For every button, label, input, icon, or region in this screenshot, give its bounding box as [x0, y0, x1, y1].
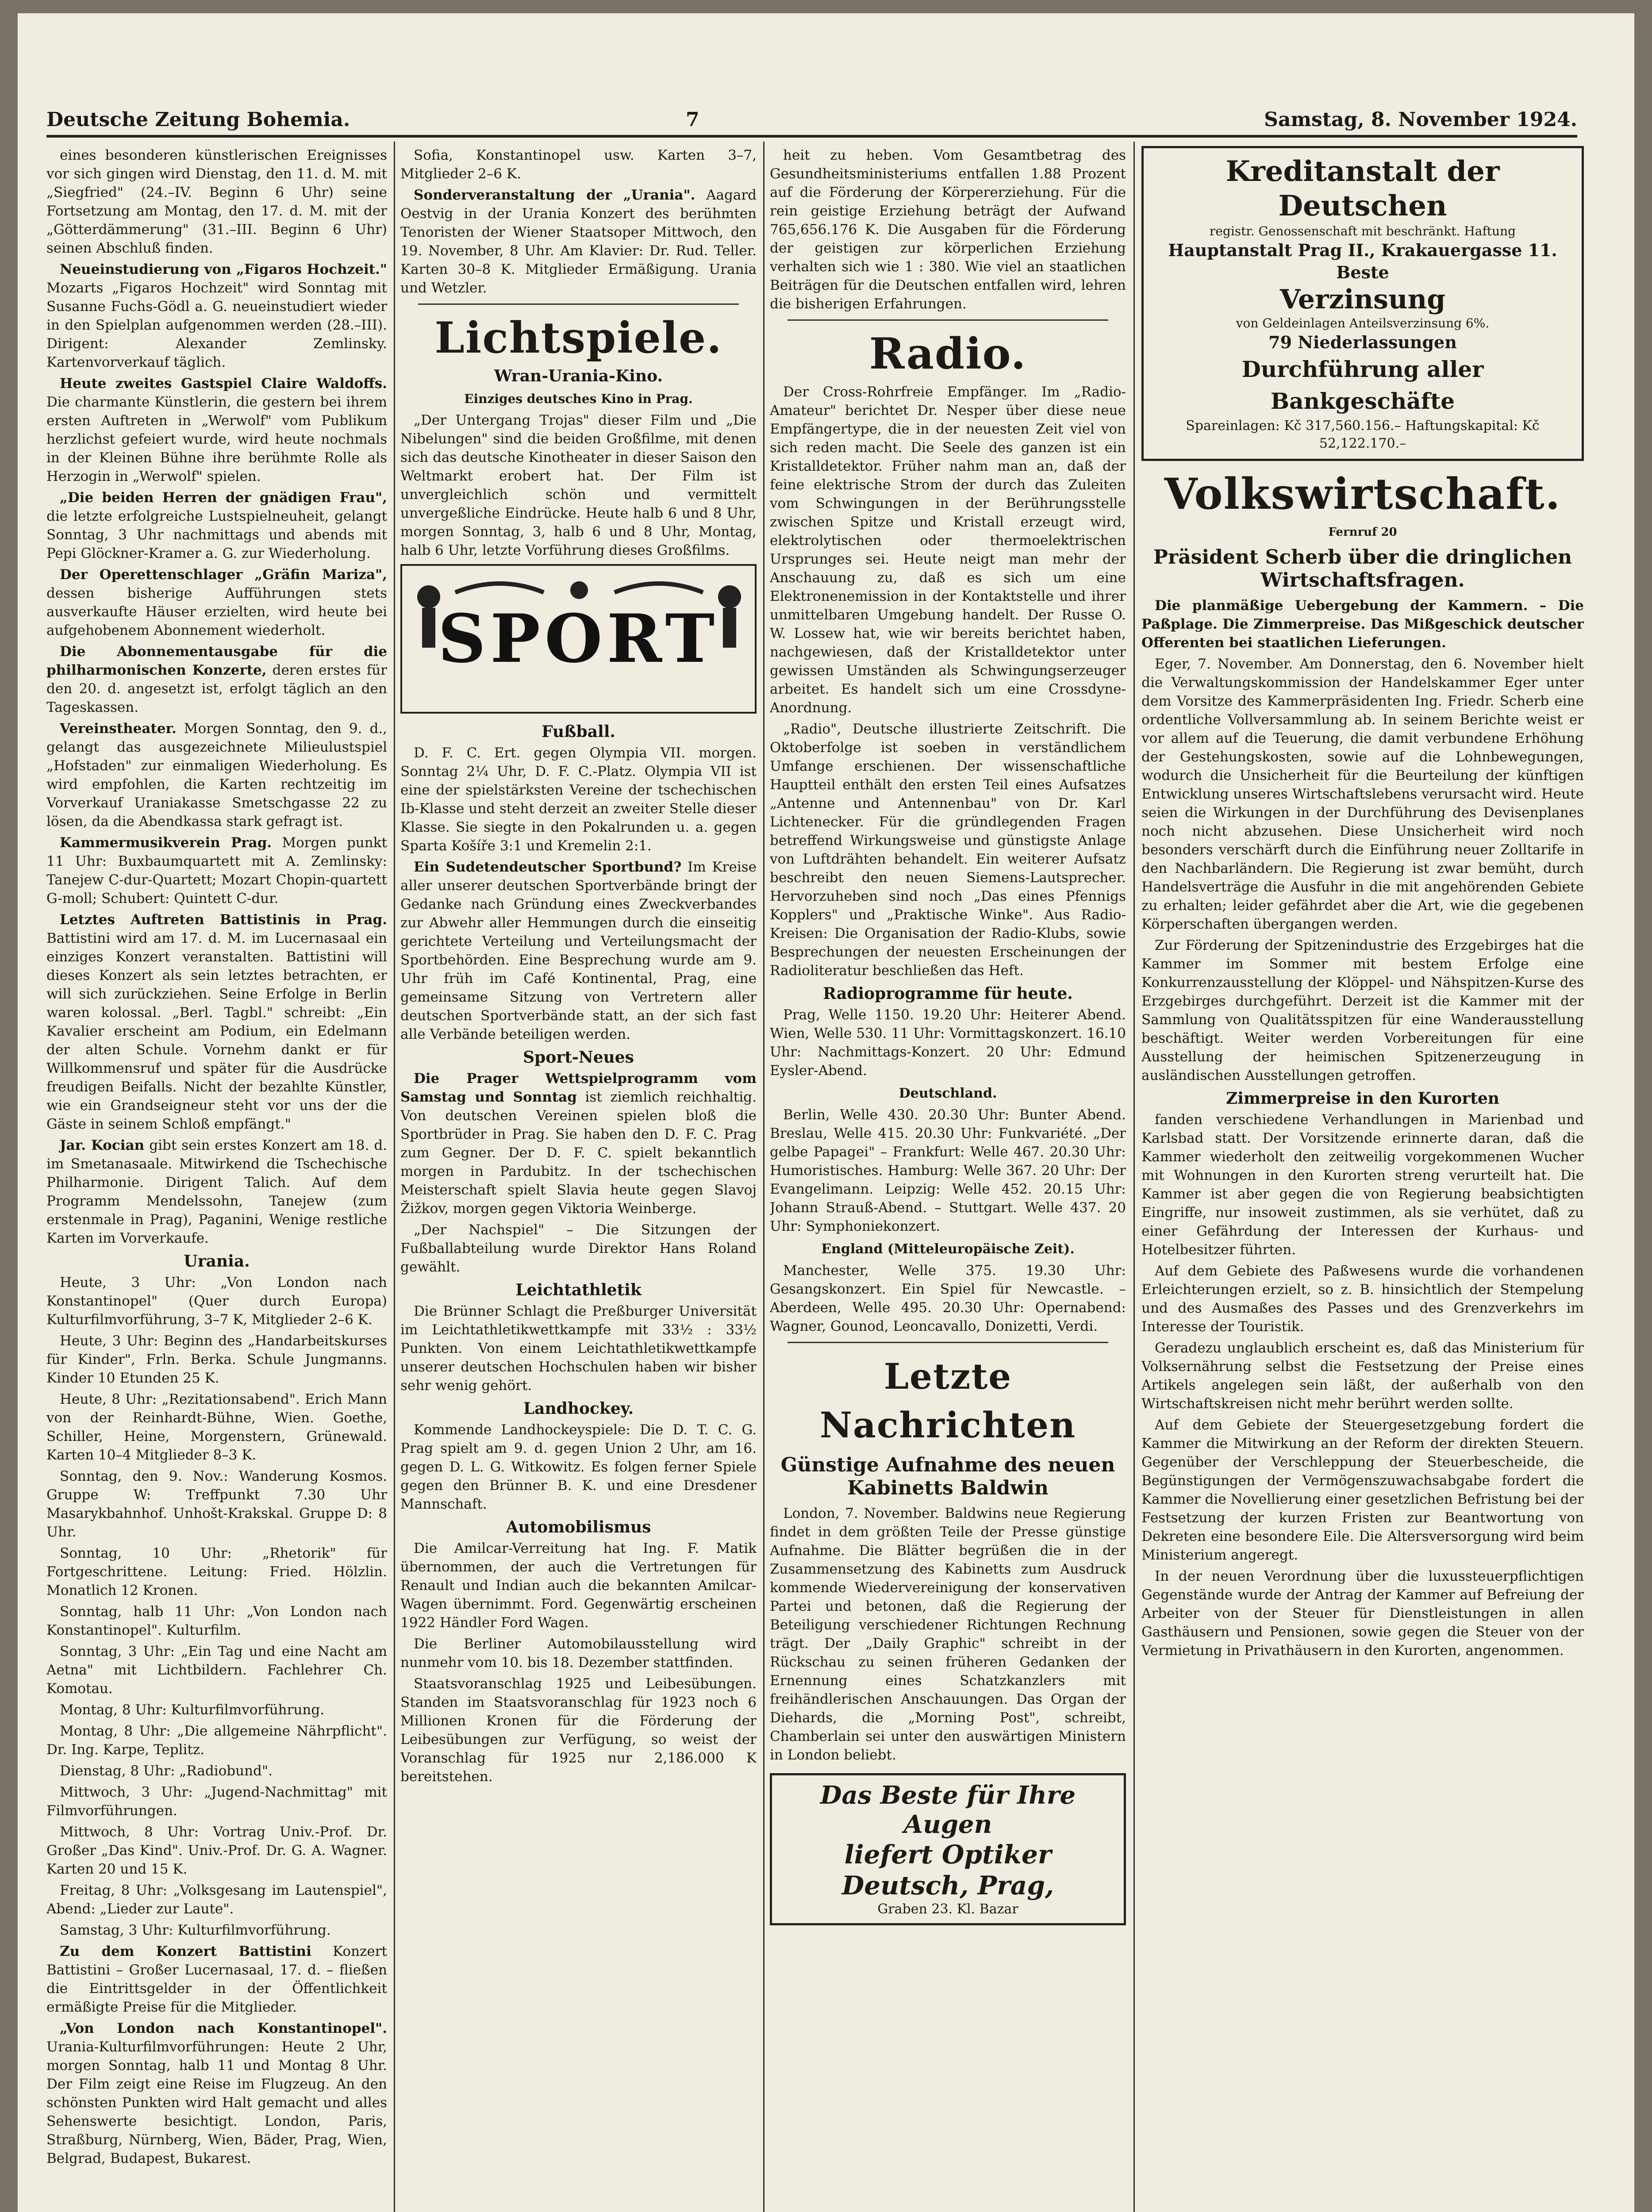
article-text: D. F. C. Ert. gegen Olympia VII. morgen. Sonntag 2¼ Uhr, D. F. C.-Platz. Olympia VII ist eine der spielstärksten Vereine der tschechischen Ib-Klasse und steht derzeit an zweiter Stelle dieser Klasse. Sie siegte in den Pokalrunden u. a. gegen Sparta Košíře 3:1 und Kremelin 2:1. [400, 745, 757, 854]
article-text: Die Brünner Schlagt die Preßburger Universität im Leichtathletikwettkampfe mit 33½ : 33½ Punkten. Von einem Leichtathletikwettkampfe unserer deutschen Hochschulen haben wir bisher sehr wenig gehört. [400, 1303, 757, 1394]
bank-services: Durchführung aller Bankgeschäfte [1241, 356, 1484, 414]
article-subheading: Die planmäßige Uebergebung der Kammern. – Die Paßplage. Die Zimmerpreise. Das Mißgeschick deutscher Offerenten bei staatlichen Lieferungen. [1141, 598, 1584, 651]
article-text [46, 2019, 387, 2168]
section-heading-radioprogramme: Radioprogramme für heute. [823, 984, 1073, 1003]
section-heading-zimmerpreise: Zimmerpreise in den Kurorten [1226, 1089, 1499, 1108]
page-header [46, 104, 1577, 138]
article-text: Dienstag, 8 Uhr: „Radiobund". [60, 1763, 273, 1779]
section-heading-sport-neues: Sport-Neues [523, 1048, 634, 1067]
article-body: Battistini wird am 17. d. M. im Lucernasaal ein einziges Konzert veranstalten. Battistini will dieses Konzert als sein letztes betrachten, er will sich zurückziehen. Seine Erfolge in Berlin waren kolossal. „Berl. Tagbl." schreibt: „Ein Kavalier erscheint am Podium, ein Edelmann der alten Schule. Vornehm dankt er für Willkommensruf und später für die Ausdrücke freudigen Beifalls. Nicht der bezahlte Künstler, wie ein Grandseigneur steht vor uns der die Gäste in seinem Schloß empfängt." [46, 930, 387, 1132]
article-text: Freitag, 8 Uhr: „Volksgesang im Lautenspiel", Abend: „Lieder zur Laute". [46, 1882, 387, 1917]
article-text [46, 719, 387, 831]
article-text [400, 1069, 757, 1218]
article-text [46, 260, 387, 372]
bank-best: Beste [1336, 262, 1389, 282]
article-text: Staatsvoranschlag 1925 und Leibesübungen. Standen im Staatsvoranschlag für 1923 noch 6 Millionen Kronen für die Förderung der Leibesübungen zur Verfügung, so weist der Voranschlag für 1925 nur 2,186.000 K bereitstehen. [400, 1676, 757, 1785]
article-text [46, 833, 387, 908]
section-heading-landhockey: Landhockey. [523, 1399, 634, 1418]
divider [788, 1342, 1108, 1343]
article-text: Berlin, Welle 430. 20.30 Uhr: Bunter Abend. Breslau, Welle 415. 20.30 Uhr: Funkvariété. „Der gelbe Papagei" – Frankfurt: Welle 467. 20.30 Uhr: Humoristisches. Hamburg: Welle 367. 20 Uhr: Der Evangelimann. Leipzig: Welle 452. 20.15 Uhr: Johann Strauß-Abend. – Stuttgart. Welle 437. 20 Uhr: Symphoniekonzert. [770, 1107, 1126, 1234]
article-text: Auf dem Gebiete des Paßwesens wurde die vorhandenen Erleichterungen erzielt, so z. B. hinsichtlich der Stempelung und des Ausmaßes des Passes und des Grenzverkehrs im Interesse der Touristik. [1141, 1263, 1584, 1335]
article-text: Die Berliner Automobilausstellung wird nunmehr vom 10. bis 18. Dezember stattfinden. [400, 1636, 757, 1671]
column-theater [46, 146, 387, 2212]
section-title-lichtspiele: Lichtspiele. [434, 313, 722, 363]
article-body: Konzert Battistini – Großer Lucernasaal, 17. d. – fließen die Eintrittsgelder in der Öffentlichkeit ermäßigte Preise für die Mitglieder. [46, 1943, 387, 2015]
article-text: Mittwoch, 8 Uhr: Vortrag Univ.-Prof. Dr. Großer „Das Kind". Univ.-Prof. Dr. G. A. Wagner. Karten 20 und 15 K. [46, 1824, 387, 1877]
header-page-number: 7 [686, 108, 699, 131]
section-title-volkswirtschaft: Volkswirtschaft. [1164, 469, 1561, 519]
article-text: „Der Nachspiel" – Die Sitzungen der Fußballabteilung wurde Direktor Hans Roland gewählt. [400, 1222, 757, 1275]
cinema-name: Wran-Urania-Kino. [494, 367, 663, 385]
bank-interest: Verzinsung [1279, 284, 1446, 315]
divider [418, 303, 739, 305]
article-body: Mozarts „Figaros Hochzeit" wird Sonntag mit Susanne Fuchs-Gödl a. G. neueinstudiert wieder in den Spielplan aufgenommen werden (28.–III). Dirigent: Alexander Zemlinsky. Kartenvorverkauf täglich. [46, 280, 387, 370]
section-heading-automobilismus: Automobilismus [506, 1518, 651, 1536]
optiker-advertisement [770, 1773, 1126, 1925]
article-text: „Radio", Deutsche illustrierte Zeitschrift. Die Oktoberfolge ist soeben in verständlichem Umfange erschienen. Der wissenschaftliche Hauptteil enthält den ersten Teil eines Aufsatzes „Antenne und Antennenbau" von Dr. Karl Lichtenecker. Für die gründlegenden Fragen betreffend Wirkungsweise und günstigste Anlage von Luftdrähten behandelt. Ein weiterer Aufsatz beschreibt den neuen Siemens-Lautsprecher. Hervorzuheben sind noch „Das eines Pfennigs Kopplers" und „Praktische Winke". Aus Radio-Kreisen: Die Organisation der Radio-Klubs, sowie Besprechungen der neuesten Erscheinungen der Radioliteratur beschließen das Heft. [770, 721, 1126, 979]
article-heading: Vereinstheater. [60, 721, 177, 737]
article-text: Samstag, 3 Uhr: Kulturfilmvorführung. [60, 1922, 331, 1938]
section-title-radio: Radio. [869, 329, 1027, 379]
article-heading: Zu dem Konzert Battistini [60, 1943, 311, 1959]
ad-company: liefert Optiker Deutsch, Prag, [841, 1839, 1054, 1901]
article-text [46, 642, 387, 717]
header-paper-name: Deutsche Zeitung Bohemia. [46, 108, 350, 131]
section-heading-urania: Urania. [184, 1252, 250, 1271]
article-heading: „Die beiden Herren der gnädigen Frau", [60, 490, 387, 506]
ad-address: Graben 23. Kl. Bazar [877, 1901, 1018, 1917]
article-heading: Kammermusikverein Prag. [60, 835, 272, 851]
bank-legal-form: registr. Genossenschaft mit beschränkt. Haftung [1209, 224, 1516, 238]
article-text: Manchester, Welle 375. 19.30 Uhr: Gesangskonzert. Ein Spiel für Newcastle. – Aberdeen, Welle 495. 20.30 Uhr: Opernabend: Wagner, Gounod, Leoncavallo, Donizetti, Verdi. [770, 1263, 1126, 1334]
news-headline: Günstige Aufnahme des neuen Kabinetts Baldwin [780, 1454, 1115, 1499]
article-heading: Neueinstudierung von „Figaros Hochzeit." [60, 261, 387, 277]
article-text: Heute, 3 Uhr: Beginn des „Handarbeitskurses für Kinder", Frln. Berka. Schule Jungmanns. Kinder 10 Etunden 25 K. [46, 1333, 387, 1386]
region-heading: Deutschland. [899, 1086, 997, 1101]
article-text: Montag, 8 Uhr: Kulturfilmvorführung. [60, 1702, 325, 1718]
article-heading: Ein Sudetendeutscher Sportbund? [414, 859, 682, 875]
economy-headline: Präsident Scherb über die dringlichen Wirtschaftsfragen. [1153, 546, 1572, 591]
phone-note: Fernruf 20 [1328, 526, 1397, 539]
sport-banner [400, 564, 757, 714]
article-text: Zur Förderung der Spitzenindustrie des Erzgebirges hat die Kammer im Sommer mit bestem Erfolge eine Konkurrenzausstellung der Klöppel- und Nähspitzen-Kurse des Erzgebirges durchgeführt. Derzeit ist die Kammer mit der Sammlung von Qualitätsspitzen für eine Wanderausstellung beschäftigt. Weiter werden Vorbereitungen für eine Ausstellung der heimischen Spitzenerzeugung in ausländischen Ausstellungen getroffen. [1141, 937, 1584, 1083]
article-text: Montag, 8 Uhr: „Die allgemeine Nährpflicht". Dr. Ing. Karpe, Teplitz. [46, 1723, 387, 1758]
article-text [46, 565, 387, 640]
article-heading: Sonderveranstaltung der „Urania". [414, 187, 695, 203]
article-body: Die charmante Künstlerin, die gestern bei ihrem ersten Auftreten in „Werwolf" vom Publikum herzlichst gefeiert wurde, wird heute nochmals in der Kleinen Bühne ihre berühmte Rolle als Herzogin in „Werwolf" spielen. [46, 394, 387, 484]
section-heading-leichtathletik: Leichtathletik [515, 1281, 642, 1299]
newspaper-page [18, 13, 1634, 2212]
article-heading: Letztes Auftreten Battistinis in Prag. [60, 912, 387, 928]
article-text: heit zu heben. Vom Gesamtbetrag des Gesundheitsministeriums entfallen 1.88 Prozent auf die Förderung der Körpererziehung. Für die rein geistige Erziehung beträgt der Aufwand 765,656.176 K. Die Ausgaben für die Förderung der geistigen zur körperlichen Erziehung verhalten sich wie 1 : 380. Wie viel an staatlichen Beiträgen für die Deutschen entfallen wird, lehren die bisherigen Erfahrungen. [770, 147, 1126, 312]
article-text: „Der Untergang Trojas" dieser Film und „Die Nibelungen" sind die beiden Großfilme, mit denen sich das deutsche Kinotheater in dieser Saison den Weltmarkt erobert hat. Der Film ist unvergleichlich schön und vermittelt unvergeßliche Eindrücke. Heute halb 6 und 8 Uhr, morgen Sonntag, 3, halb 6 und 8 Uhr, Montag, halb 6 Uhr, letzte Vorführung dieses Großfilms. [400, 412, 757, 558]
column-film-sport [400, 146, 757, 2212]
header-date: Samstag, 8. November 1924. [1264, 108, 1577, 131]
column-economy [1141, 146, 1584, 2212]
article-heading: Die Abonnementausgabe für die philharmonischen Konzerte, [46, 644, 387, 678]
article-text: Sonntag, 10 Uhr: „Rhetorik" für Fortgeschrittene. Leitung: Fried. Hölzlin. Monatlich 12 Kronen. [46, 1545, 387, 1598]
article-text: London, 7. November. Baldwins neue Regierung findet in dem größten Teile der Presse günstige Aufnahme. Die Blätter begrüßen die in der Zusammensetzung des Kabinetts zum Ausdruck kommende Wiedervereinigung der konservativen Partei und betonen, daß die Regierung der Beteiligung verschiedener Richtungen Rechnung trägt. Der „Daily Graphic" schreibt in der Rückschau zu seinen früheren Gedanken der Ernennung eines Schatzkanzlers mit freihändlerischen Anschauungen. Das Organ der Diehards, die „Morning Post", schreibt, Chamberlain sei unter den auswärtigen Ministern in London beliebt. [770, 1505, 1126, 1763]
bank-address: Hauptanstalt Prag II., Krakauergasse 11. [1168, 240, 1557, 260]
article-text [400, 186, 757, 297]
article-heading: Heute zweites Gastspiel Claire Waldoffs. [60, 376, 387, 392]
article-heading: Der Operettenschlager „Gräfin Mariza", [60, 567, 387, 583]
article-body: Im Kreise aller unserer deutschen Sportverbände bringt der Gedanke nach Gründung eines Zweckverbandes zur Abwehr aller Hemmungen durch die einseitig gerichtete Verteilung und Verteilungsmacht der Sportbehörden. Eine Besprechung wurde am 9. Uhr früh im Café Kontinental, Prag, eine gemeinsame Sitzung von Vertretern aller deutschen Sportverbände statt, an der sich fast alle Verbände beteiligen werden. [400, 859, 757, 1042]
article-text: Sofia, Konstantinopel usw. Karten 3–7, Mitglieder 2–6 K. [400, 147, 757, 182]
article-text: Eger, 7. November. Am Donnerstag, den 6. November hielt die Verwaltungskommission der Handelskammer Eger unter dem Vorsitze des Kammerpräsidenten Ing. Friedr. Scherb eine ordentliche Vollversammlung ab. In seinem Berichte weist er vor allem auf die Teuerung, die damit verbundene Erhöhung der Gestehungskosten, sowie auf die Lohnbewegungen, wodurch die Unsicherheit für die Beurteilung der künftigen Entwicklung unseres Wirtschaftslebens verursacht wird. Heute seien die Wirkungen in der Durchführung des Devisenplanes noch nicht abzusehen. Diese Unsicherheit wird noch besonders verschärft durch die Einführung neuer Zolltarife in den Nachbarländern. Die Regierung ist zwar bemüht, durch Handelsverträge die Ausfuhr in die mit angehörenden Gebiete zu erhalten; leider gefährdet aber die Art, wie die gegebenen Körperschaften übergangen werden. [1141, 656, 1584, 932]
bank-name: Kreditanstalt der Deutschen [1226, 155, 1500, 223]
column-rule [1133, 142, 1135, 2212]
article-text: Heute, 8 Uhr: „Rezitationsabend". Erich Mann von der Reinhardt-Bühne, Wien. Goethe, Schiller, Heine, Morgenstern, Grünewald. Karten 10–4 Mitglieder 8–3 K. [46, 1391, 387, 1463]
article-text: Die Amilcar-Verreitung hat Ing. F. Matik übernommen, der auch die Vertretungen für Renault und Indian auch die bekannten Amilcar-Wagen übernimmt. Ford. Gegenwärtig erscheinen 1922 Händler Ford Wagen. [400, 1540, 757, 1631]
article-text: eines besonderen künstlerischen Ereignisses vor sich gingen wird Dienstag, den 11. d. M. mit „Siegfried" (24.–IV. Beginn 6 Uhr) seine Fortsetzung am Montag, den 17. d. M. mit der „Götterdämmerung" (31.–III. Beginn 6 Uhr) seinen Abschluß finden. [46, 147, 387, 256]
article-text [400, 858, 757, 1044]
column-rule [763, 142, 765, 2212]
divider [788, 319, 1108, 321]
bank-deposits: von Geldeinlagen Anteilsverzinsung 6%. [1236, 316, 1490, 330]
section-heading-fussball: Fußball. [542, 722, 615, 741]
article-heading: Die Prager Wettspielprogramm vom Samstag und Sonntag [400, 1071, 757, 1105]
bank-advertisement [1141, 146, 1584, 461]
article-text [46, 374, 387, 486]
article-text: Sonntag, 3 Uhr: „Ein Tag und eine Nacht am Aetna" mit Lichtbildern. Fachlehrer Ch. Komotau. [46, 1644, 387, 1697]
column-rule [394, 142, 395, 2212]
article-text [46, 910, 387, 1133]
article-body: Aagard Oestvig in der Urania Konzert des berühmten Tenoristen der Wiener Staatsoper Mittwoch, den 19. November, 8 Uhr. Am Klavier: Dr. Rud. Teller. Karten 30–8 K. Mitglieder Ermäßigung. Urania und Wetzler. [400, 187, 757, 296]
column-radio-news [770, 146, 1126, 2212]
article-text: In der neuen Verordnung über die luxussteuerpflichtigen Gegenstände wurde der Antrag der Kammer auf Befreiung der Arbeiter von der Steuer für Dienstleistungen in allen Gasthäusern und Pensionen, sowie gegen die Steuer von der Vermietung in Privathäusern in den Kurorten, angenommen. [1141, 1568, 1584, 1659]
section-title-letzte-nachrichten: Letzte Nachrichten [819, 1356, 1076, 1446]
article-body: deren erstes für den 20. d. angesetzt ist, erfolgt täglich an den Tageskassen. [46, 662, 387, 715]
article-heading: „Von London nach Konstantinopel". [60, 2020, 387, 2036]
article-text: Geradezu unglaublich erscheint es, daß das Ministerium für Volksernährung selbst die Festsetzung der Preise eines Artikels angelegen sein läßt, der außerhalb von den Wirtschaftskreisen nicht mehr berührt werden sollte. [1141, 1340, 1584, 1412]
article-text: Der Cross-Rohrfreie Empfänger. Im „Radio-Amateur" berichtet Dr. Nesper über diese neue Empfängertype, die in der neuesten Zeit viel von sich reden macht. Die Seele des ganzen ist ein Kristalldetektor. Früher nahm man an, daß der feine elektrische Strom der durch das Zuleiten vom Schwingungen in der Berührungsstelle zwischen Spitze und Kristall erzeugt wird, elektrolytischen oder thermoelektrischen Ursprunges sei. Heute neigt man mehr der Anschauung zu, daß es sich um eine Elektronenemission in der Kontaktstelle und ihrer unmittelbaren Umgebung handelt. Der Russe O. W. Lossew hat, wie wir bereits berichtet haben, nachgewiesen, daß der Kristalldetektor unter gewissen Umständen als Schwingungserzeuger arbeitet. Es handelt sich um eine Crossdyne-Anordnung. [770, 384, 1126, 716]
article-heading: Jar. Kocian [60, 1137, 145, 1153]
cinema-subtitle: Einziges deutsches Kino in Prag. [464, 392, 693, 406]
sport-title: SPORT [438, 600, 719, 678]
article-text: fanden verschiedene Verhandlungen in Marienbad und Karlsbad statt. Der Vorsitzende erinnerte daran, daß die Kammer wiederholt den zeitweilig vorgekommenen Wucher mit Wohnungen in den Kurorten streng verurteilt hat. Die Kammer ist aber gegen die von Regierung beabsichtigten Eingriffe, nur insoweit zustimmen, als sie verhütet, daß zu einer Gefährdung der Interessen der Kurhaus- und Hotelbesitzer führten. [1141, 1112, 1584, 1258]
article-body: Morgen Sonntag, den 9. d., gelangt das ausgezeichnete Milieulustspiel „Hofstaden" zur einmaligen Wiederholung. Es wird empfohlen, die Karten rechtzeitig im Vorverkauf Uraniakasse Smetschgasse 22 zu lösen, da die Abendkassa stark gefragt ist. [46, 721, 387, 830]
article-body: die letzte erfolgreiche Lustspielneuheit, gelangt Sonntag, 3 Uhr nachmittags und abends mit Pepi Glöckner-Kramer a. G. zur Wiederholung. [46, 508, 387, 561]
article-text: Heute, 3 Uhr: „Von London nach Konstantinopel" (Quer durch Europa) Kulturfilmvorführung, 3–7 K, Mitglieder 2–6 K. [46, 1275, 387, 1328]
article-text: Auf dem Gebiete der Steuergesetzgebung fordert die Kammer die Mitwirkung an der Reform der direkten Steuern. Gegenüber der Verschleppung der Steuerbescheide, die Begünstigungen der Vermögenszuwachsabgabe fordert die Kammer die Novellierung einer gesetzlichen Befristung bei der Festsetzung der kurzen Fristen zur Beantwortung von Dekreten eine besondere Eile. Die Altersversorgung wird beim Ministerium angeregt. [1141, 1417, 1584, 1563]
article-body: gibt sein erstes Konzert am 18. d. im Smetanasaale. Mitwirkend die Tschechische Philharmonie. Dirigent Talich. Auf dem Programm Mendelssohn, Tanejew (zum erstenmale in Prag), Paganini, Wenige restliche Karten im Vorverkaufe. [46, 1137, 387, 1246]
bank-capital: Spareinlagen: Kč 317,560.156.– Haftungskapital: Kč 52,122.170.– [1186, 418, 1540, 451]
ad-slogan: Das Beste für Ihre Augen [820, 1781, 1076, 1839]
bank-branches: 79 Niederlassungen [1268, 332, 1457, 352]
article-text [46, 1136, 387, 1248]
article-text: Kommende Landhockeyspiele: Die D. T. C. G. Prag spielt am 9. d. gegen Union 2 Uhr, am 16. gegen D. L. G. Witkowitz. Es folgen ferner Spiele gegen den Brünner B. K. und eine Dresdener Mannschaft. [400, 1422, 757, 1512]
region-heading: England (Mitteleuropäische Zeit). [821, 1241, 1075, 1257]
article-body: Urania-Kulturfilmvorführungen: Heute 2 Uhr, morgen Sonntag, halb 11 und Montag 8 Uhr. Der Film zeigt eine Reise im Flugzeug. An den schönsten Punkten wird Halt gemacht und alles Sehenswerte besichtigt. London, Paris, Straßburg, Nürnberg, Wien, Bäder, Prag, Wien, Belgrad, Budapest, Bukarest. [46, 2039, 387, 2166]
article-body: Morgen punkt 11 Uhr: Buxbaumquartett mit A. Zemlinsky: Tanejew C-dur-Quartett; Mozart Chopin-quartett G-moll; Schubert: Quintett C-dur. [46, 835, 387, 906]
article-body: ist ziemlich reichhaltig. Von deutschen Vereinen spielen bloß die Sportbrüder in Prag. Sie haben den D. F. C. Prag zum Gegner. Der D. F. C. spielt bekanntlich morgen in Pardubitz. In der tschechischen Meisterschaft spielt Slavia heute gegen Slavoj Žižkov, morgen gegen Viktoria Weinberge. [400, 1089, 757, 1217]
article-text: Sonntag, halb 11 Uhr: „Von London nach Konstantinopel". Kulturfilm. [46, 1604, 387, 1638]
article-body: dessen bisherige Aufführungen stets ausverkaufte Häuser erzielten, wird heute bei aufgehobenem Abonnement wiederholt. [46, 585, 387, 638]
article-text: Mittwoch, 3 Uhr: „Jugend-Nachmittag" mit Filmvorführungen. [46, 1784, 387, 1819]
article-text: Sonntag, den 9. Nov.: Wanderung Kosmos. Gruppe W: Treffpunkt 7.30 Uhr Masarykbahnhof. Unhošt-Krakskal. Gruppe D: 8 Uhr. [46, 1468, 387, 1540]
article-text: Prag, Welle 1150. 19.20 Uhr: Heiterer Abend. Wien, Welle 530. 11 Uhr: Vormittagskonzert. 16.10 Uhr: Nachmittags-Konzert. 20 Uhr: Edmund Eysler-Abend. [770, 1007, 1126, 1079]
article-text [46, 488, 387, 563]
article-text [46, 1942, 387, 2016]
